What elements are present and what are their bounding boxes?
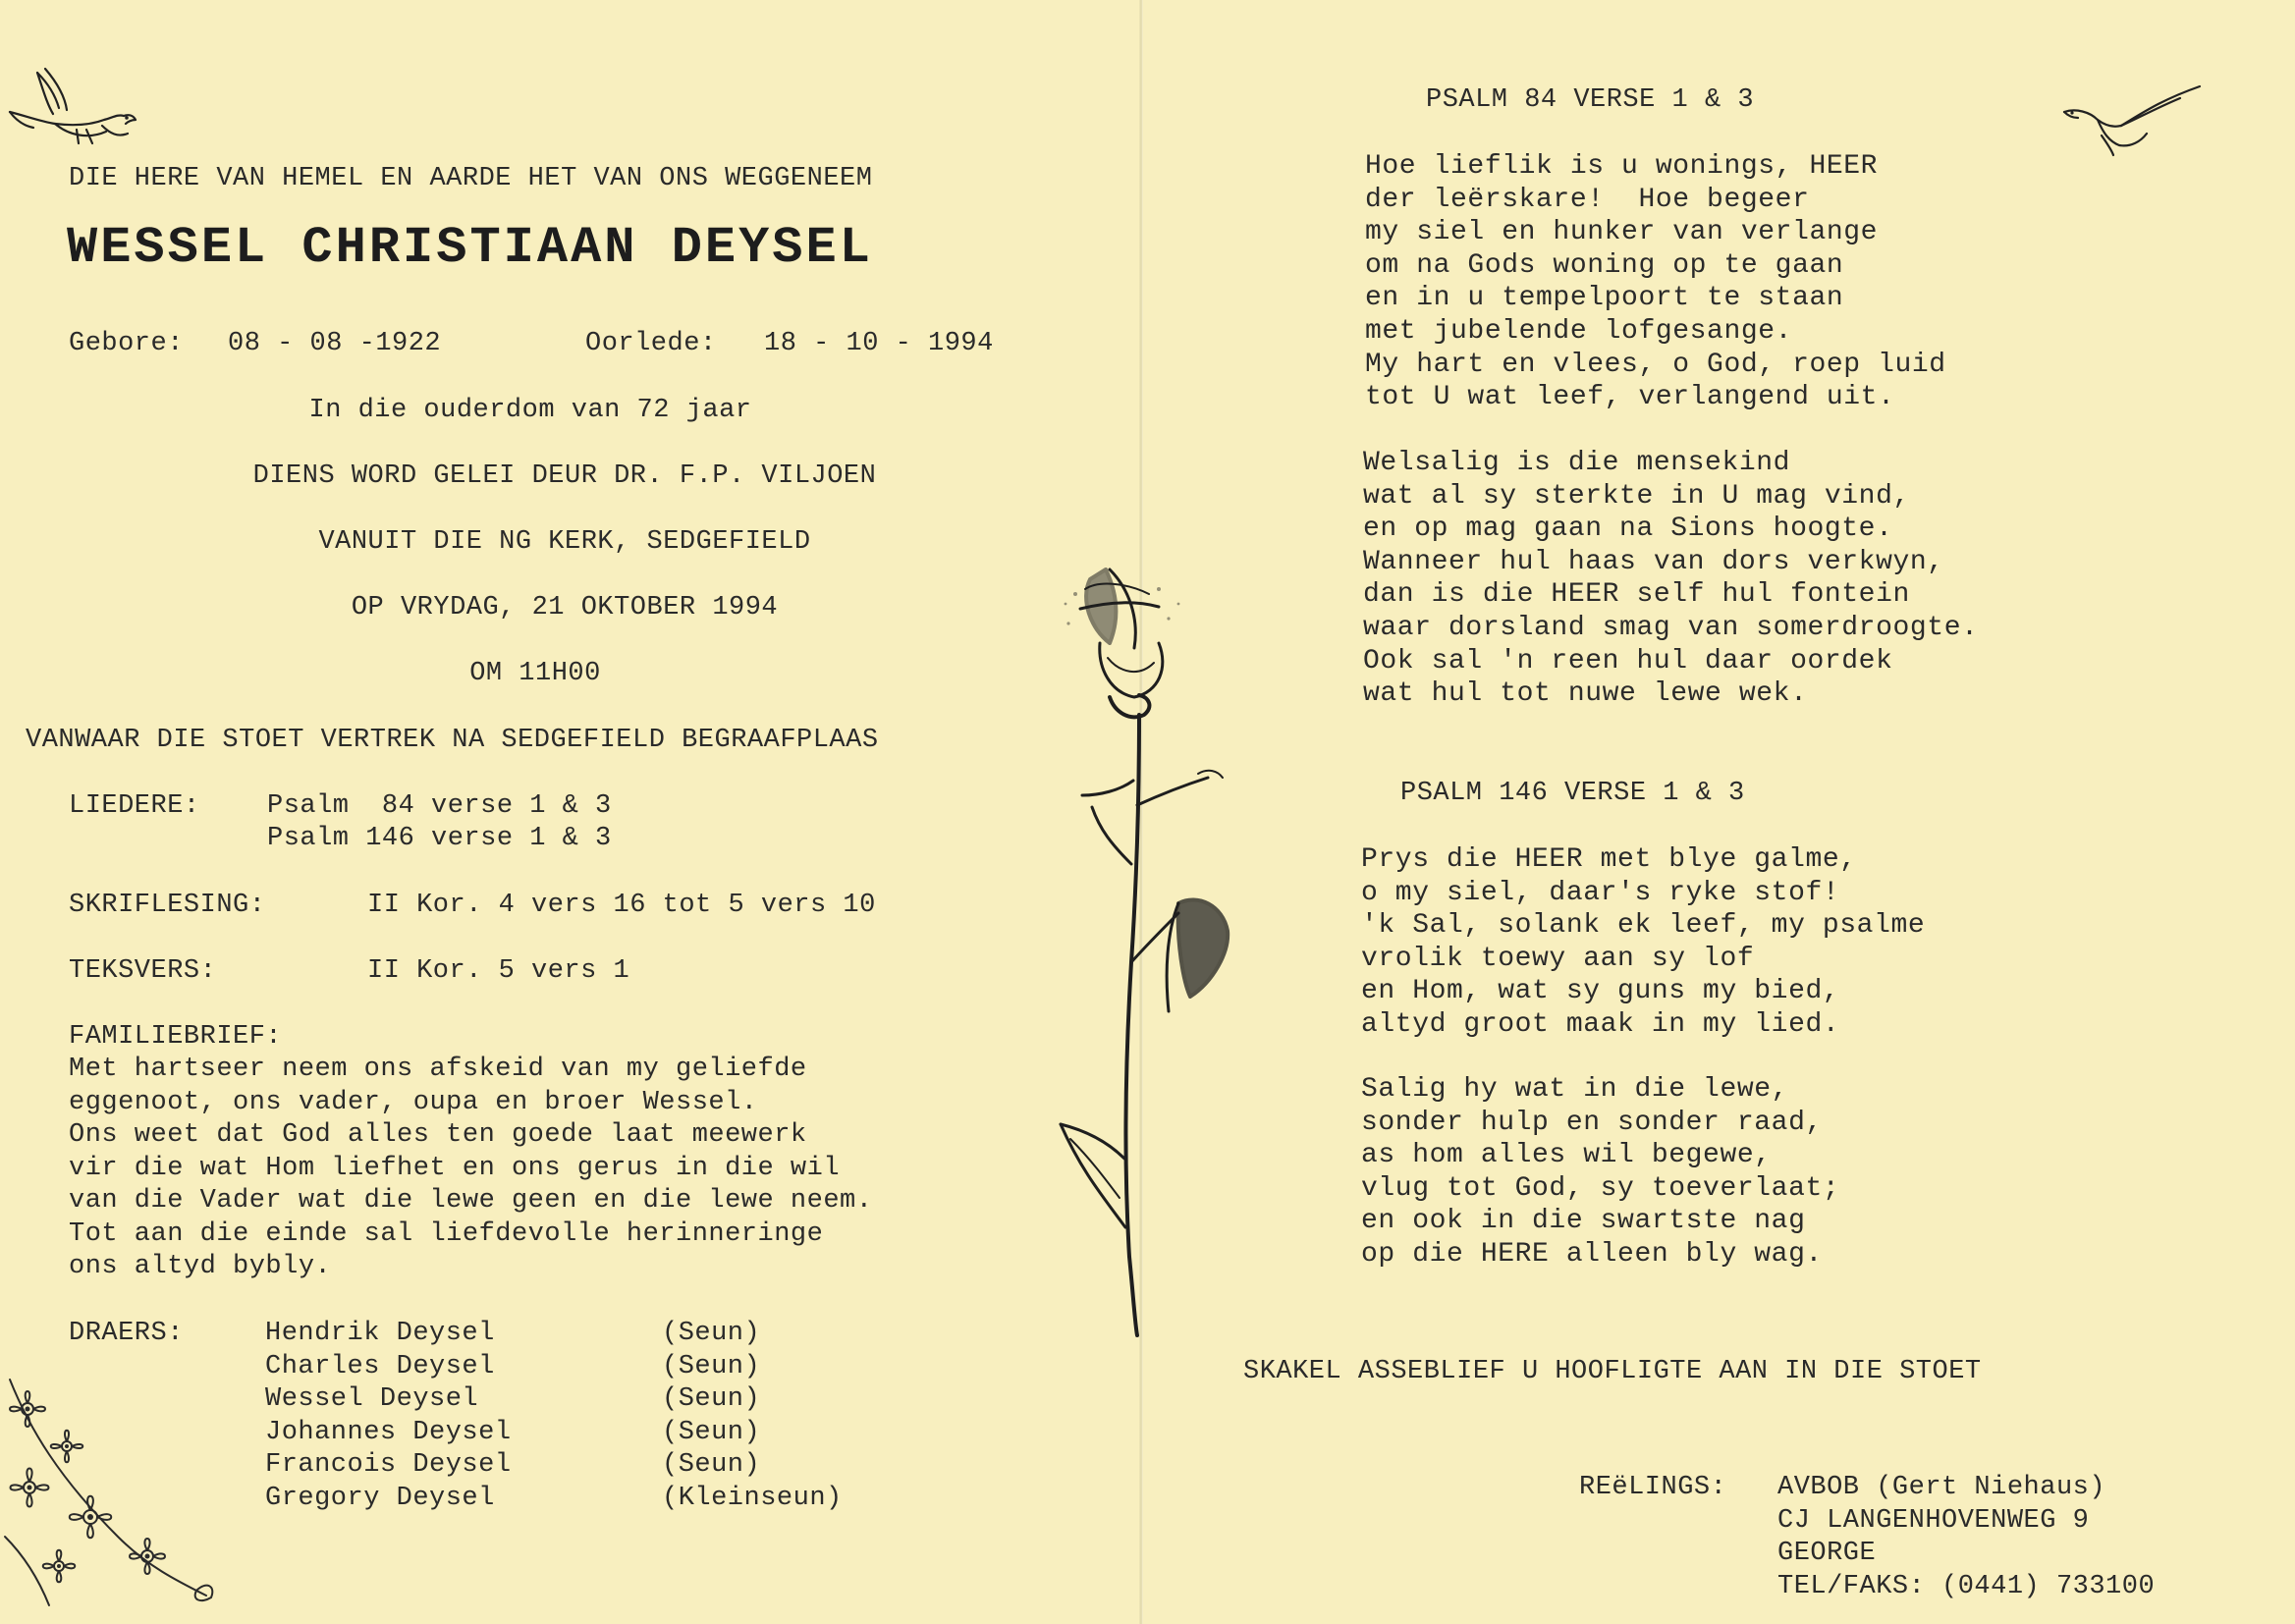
letter-line: eggenoot, ons vader, oupa en broer Wessel. [69,1087,758,1117]
verse-line: op die HERE alleen bly wag. [1361,1238,1823,1270]
verse-line: as hom alles wil begewe, [1361,1140,1772,1171]
bearer-relation: (Seun) [662,1351,761,1381]
verse-line: en ook in die swartste nag [1361,1206,1806,1237]
bearer-row [265,1351,953,1384]
headlights-notice: SKAKEL ASSEBLIEF U HOOFLIGTE AAN IN DIE STOET [1243,1357,1982,1386]
blossom-cluster-icon [0,1370,221,1615]
verse-line: Hoe lieflik is u wonings, HEER [1365,151,1879,182]
song-1: Psalm 84 verse 1 & 3 [267,791,612,821]
letter-line: van die Vader wat die lewe geen en die lewe neem. [69,1186,873,1216]
announcement-heading: DIE HERE VAN HEMEL EN AARDE HET VAN ONS WEGGENEEM [69,164,873,193]
verse-line: dan is die HEER self hul fontein [1363,579,1910,611]
age-line: In die ouderdom van 72 jaar [308,396,752,425]
bearer-name: Francois Deysel [265,1450,512,1480]
verse-line: o my siel, daar's ryke stof! [1361,877,1840,908]
bearer-relation: (Seun) [662,1417,761,1447]
verse-line: en op mag gaan na Sions hoogte. [1363,514,1893,545]
reading-text: II Kor. 4 vers 16 tot 5 vers 10 [367,891,876,920]
bearers-label: DRAERS: [69,1319,184,1348]
text-verse: II Kor. 5 vers 1 [367,956,630,986]
bearer-row [265,1417,953,1450]
died-date: 18 - 10 - 1994 [764,329,994,358]
psalm-146-title: PSALM 146 VERSE 1 & 3 [1400,779,1745,808]
bearer-row [265,1383,953,1417]
bearer-relation: (Kleinseun) [662,1483,843,1513]
psalm-84-title: PSALM 84 VERSE 1 & 3 [1426,85,1755,115]
psalm-146-verse-3 [1361,1073,1839,1272]
arrangements-block [1777,1472,2155,1603]
letter-line: ons altyd bybly. [69,1252,332,1281]
psalm-84-verse-1 [1365,150,1946,414]
arrangements-line: TEL/FAKS: (0441) 733100 [1777,1571,2156,1601]
bearer-name: Johannes Deysel [265,1417,512,1447]
bearer-name: Wessel Deysel [265,1384,479,1414]
bearer-relation: (Seun) [662,1384,761,1414]
verse-line: wat hul tot nuwe lewe wek. [1363,678,1808,710]
arrangements-line: CJ LANGENHOVENWEG 9 [1777,1505,2090,1536]
song-2: Psalm 146 verse 1 & 3 [267,824,612,853]
verse-line: sonder hulp en sonder raad, [1361,1107,1823,1138]
bearer-row [265,1318,953,1351]
letter-line: Ons weet dat God alles ten goede laat meewerk [69,1120,807,1150]
bearer-name: Charles Deysel [265,1351,495,1381]
verse-line: vrolik toewy aan sy lof [1361,943,1755,974]
born-date: 08 - 08 -1922 [228,329,442,358]
bearers-list [265,1318,953,1515]
verse-line: altyd groot maak in my lied. [1361,1008,1840,1040]
psalm-84-verse-3 [1363,447,1979,711]
verse-line: Welsalig is die mensekind [1363,448,1791,478]
verse-line: Prys die HEER met blye galme, [1361,844,1857,875]
bearer-name: Gregory Deysel [265,1483,495,1513]
verse-line: vlug tot God, sy toeverlaat; [1361,1172,1840,1204]
songs-label: LIEDERE: [69,791,200,821]
procession-line: VANWAAR DIE STOET VERTREK NA SEDGEFIELD BEGRAAFPLAAS [26,726,879,755]
bearer-relation: (Seun) [662,1450,761,1480]
deceased-name: WESSEL CHRISTIAAN DEYSEL [67,219,873,277]
verse-line: 'k Sal, solank ek leef, my psalme [1361,910,1926,942]
arrangements-label: REëLINGS: [1579,1473,1727,1502]
verse-line: Salig hy wat in die lewe, [1361,1074,1789,1105]
died-label: Oorlede: [585,329,717,358]
verse-line: My hart en vlees, o God, roep luid [1365,349,1946,380]
service-date: OP VRYDAG, 21 OKTOBER 1994 [351,593,779,623]
verse-line: wat al sy sterkte in U mag vind, [1363,480,1910,512]
flower-stem-icon [1021,550,1257,1355]
verse-line: Wanneer hul haas van dors verkwyn, [1363,546,1944,577]
verse-line: der leërskare! Hoe begeer [1365,184,1810,215]
born-label: Gebore: [69,329,184,358]
family-letter-label: FAMILIEBRIEF: [69,1022,283,1052]
bearer-row [265,1483,953,1516]
text-label: TEKSVERS: [69,956,217,986]
bearer-name: Hendrik Deysel [265,1319,495,1348]
verse-line: en Hom, wat sy guns my bied, [1361,976,1840,1007]
verse-line: om na Gods woning op te gaan [1365,249,1844,281]
arrangements-line: AVBOB (Gert Niehaus) [1777,1473,2106,1502]
reading-label: SKRIFLESING: [69,891,266,920]
church-line: VANUIT DIE NG KERK, SEDGEFIELD [318,527,811,557]
verse-line: waar dorsland smag van somerdroogte. [1363,612,1979,643]
service-time: OM 11H00 [469,659,601,688]
verse-line: my siel en hunker van verlange [1365,217,1879,248]
family-letter [69,1054,872,1284]
verse-line: met jubelende lofgesange. [1365,315,1793,347]
bearer-relation: (Seun) [662,1319,761,1348]
letter-line: Tot aan die einde sal liefdevolle herinneringe [69,1218,824,1249]
verse-line: tot U wat leef, verlangend uit. [1365,382,1895,413]
bearer-row [265,1449,953,1483]
arrangements-line: GEORGE [1777,1539,1877,1568]
verse-line: en in u tempelpoort te staan [1365,283,1844,314]
psalm-146-verse-1 [1361,843,1925,1042]
dove-icon [8,65,140,148]
letter-line: vir die wat Hom liefhet en ons gerus in die wil [69,1153,841,1183]
seagull-icon [2062,84,2205,163]
verse-line: Ook sal 'n reen hul daar oordek [1363,645,1893,677]
service-leader: DIENS WORD GELEI DEUR DR. F.P. VILJOEN [252,461,877,491]
letter-line: Met hartseer neem ons afskeid van my geliefde [69,1055,807,1084]
